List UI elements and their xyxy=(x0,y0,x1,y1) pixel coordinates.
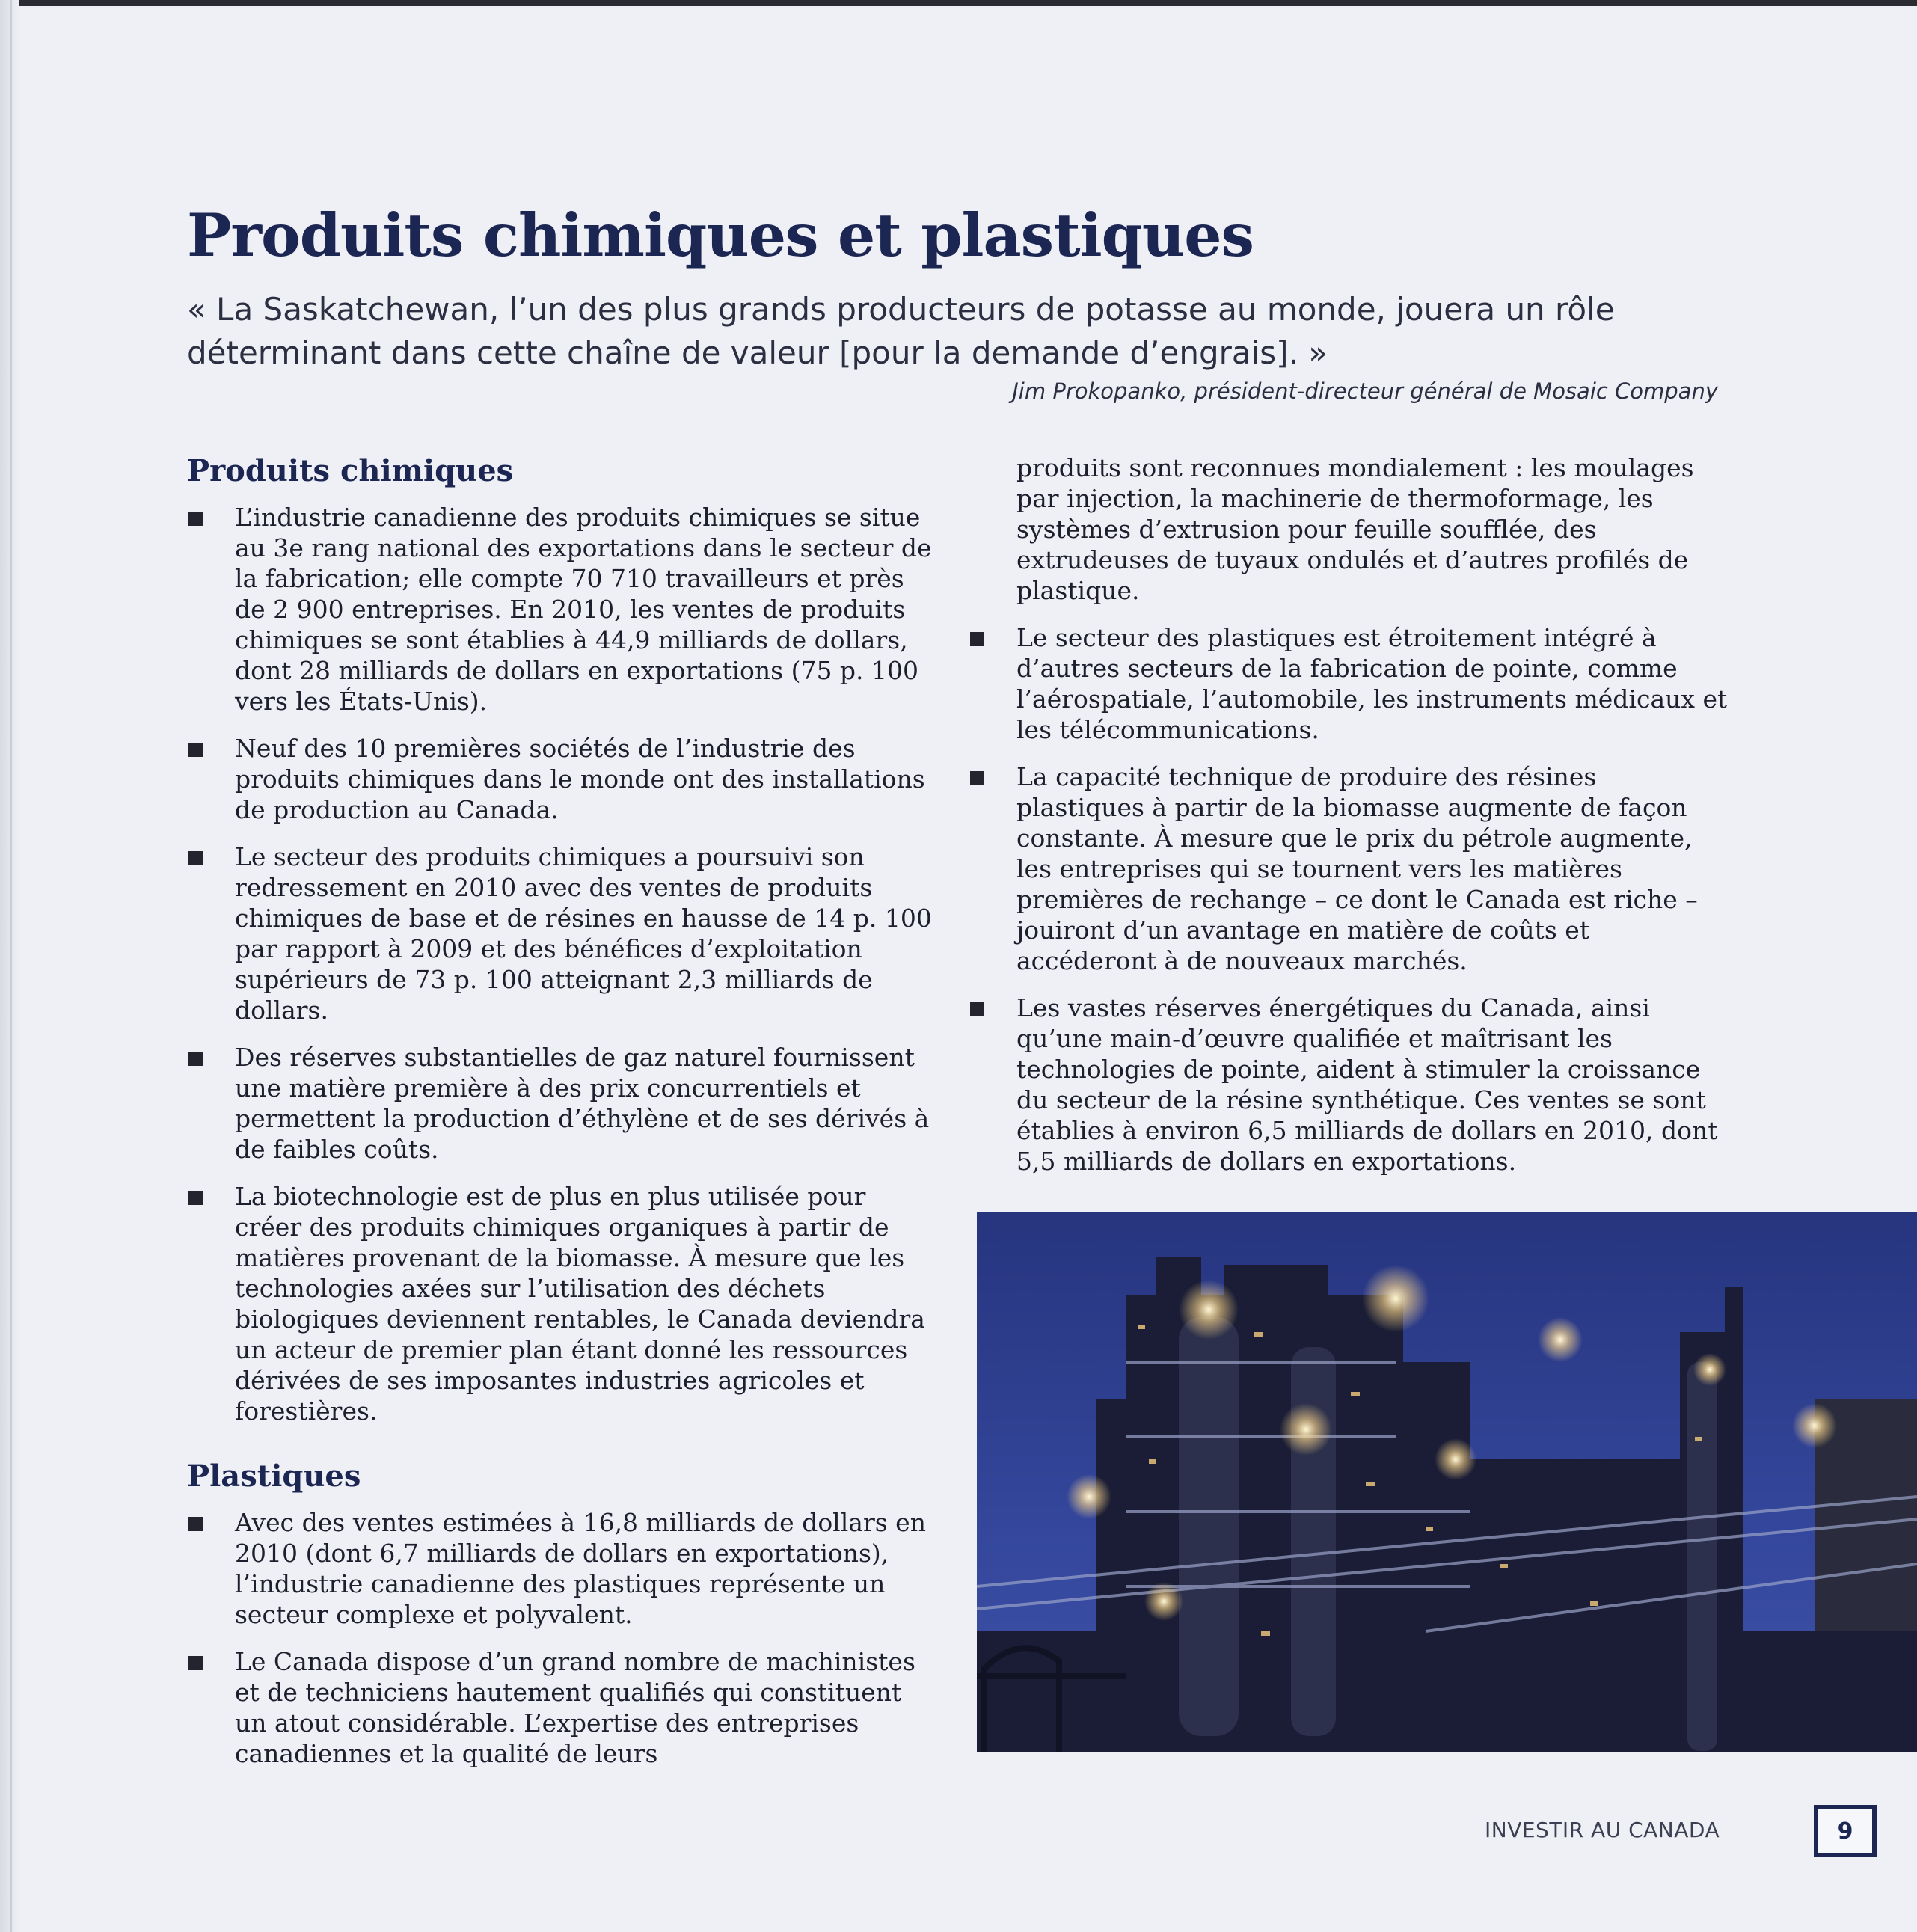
square-bullet-icon xyxy=(188,1191,203,1205)
footer-label: INVESTIR AU CANADA xyxy=(1485,1818,1720,1842)
bullet-text: Le Canada dispose d’un grand nombre de machinistes et de techniciens hautement qualifiés qui constituent un atout considérable. L’expertise des entreprises canadiennes et la qualité de leurs xyxy=(235,1647,915,1768)
left-column xyxy=(187,453,935,1785)
chemicals-bullet-list xyxy=(187,502,935,1426)
square-bullet-icon xyxy=(970,771,984,785)
square-bullet-icon xyxy=(188,743,203,757)
pull-quote: « La Saskatchewan, l’un des plus grands producteurs de potasse au monde, jouera un rôle déterminant dans cette chaîne de valeur [pour la demande d’engrais]. » xyxy=(187,291,1615,371)
bullet-text: La biotechnologie est de plus en plus utilisée pour créer des produits chimiques organiques à partir de matières provenant de la biomasse. À mesure que les technologies axées sur l’utilisation des déchets biologiques deviennent rentables, le Canada deviendra un acteur de premier plan étant donné les ressources dérivées de ses imposantes industries agricoles et forestières. xyxy=(235,1182,925,1426)
square-bullet-icon xyxy=(188,1656,203,1670)
chemical-plant-photo xyxy=(977,1212,1917,1752)
bullet-text: Avec des ventes estimées à 16,8 milliards de dollars en 2010 (dont 6,7 milliards de dollars en exportations), l’industrie canadienne des plastiques représente un secteur complexe et polyvalent. xyxy=(235,1508,926,1629)
list-item xyxy=(187,1646,935,1769)
square-bullet-icon xyxy=(188,512,203,526)
square-bullet-icon xyxy=(970,632,984,646)
page-spine-shadow xyxy=(0,0,19,1932)
list-item xyxy=(187,841,935,1025)
plastics-bullet-list xyxy=(187,1507,935,1769)
page-number-box xyxy=(1814,1805,1877,1857)
bullet-text: Neuf des 10 premières sociétés de l’industrie des produits chimiques dans le monde ont des installations de production au Canada. xyxy=(235,734,925,824)
page-top-edge xyxy=(0,0,1917,6)
plastics-bullet-list-continued xyxy=(969,622,1732,1177)
section-spacer xyxy=(187,1443,935,1458)
bullet-text: Des réserves substantielles de gaz naturel fournissent une matière première à des prix concurrentiels et permettent la production d’éthylène et de ses dérivés à de faibles coûts. xyxy=(235,1043,930,1164)
list-item xyxy=(187,1507,935,1630)
list-item xyxy=(969,761,1732,976)
bullet-text: Le secteur des produits chimiques a poursuivi son redressement en 2010 avec des ventes de produits chimiques de base et de résines en hausse de 14 p. 100 par rapport à 2009 et des bénéfices d’exploitation supérieurs de 73 p. 100 atteignant 2,3 milliards de dollars. xyxy=(235,842,932,1025)
page-fold-line xyxy=(10,0,12,1932)
list-item xyxy=(969,622,1732,745)
page-number: 9 xyxy=(1837,1818,1853,1844)
bullet-continuation-text: produits sont reconnues mondialement : les moulages par injection, la machinerie de thermoformage, les systèmes d’extrusion pour feuille soufflée, des extrudeuses de tuyaux ondulés et d’autres profilés de plastique. xyxy=(1016,453,1694,605)
section-heading-plastics: Plastiques xyxy=(187,1459,361,1494)
list-item xyxy=(187,1181,935,1426)
list-item xyxy=(969,993,1732,1177)
list-item xyxy=(187,733,935,825)
bullet-text: La capacité technique de produire des résines plastiques à partir de la biomasse augmente de façon constante. À mesure que le prix du pétrole augmente, les entreprises qui se tournent vers les matières premières de rechange – ce dont le Canada est riche – jouiront d’un avantage en matière de coûts et accéderont à de nouveaux marchés. xyxy=(1016,762,1698,975)
list-item xyxy=(187,502,935,717)
right-column xyxy=(969,453,1732,1193)
section-heading-chemicals: Produits chimiques xyxy=(187,453,514,488)
square-bullet-icon xyxy=(188,1517,203,1531)
square-bullet-icon xyxy=(188,851,203,865)
page-title: Produits chimiques et plastiques xyxy=(187,200,1254,270)
square-bullet-icon xyxy=(970,1002,984,1016)
bullet-text: Le secteur des plastiques est étroitement intégré à d’autres secteurs de la fabrication de pointe, comme l’aérospatiale, l’automobile, les instruments médicaux et les télécommunications. xyxy=(1016,623,1728,744)
bullet-text: L’industrie canadienne des produits chimiques se situe au 3e rang national des exportations dans le secteur de la fabrication; elle compte 70 710 travailleurs et près de 2 900 entreprises. En 2010, les ventes de produits chimiques se sont établies à 44,9 milliards de dollars, dont 28 milliards de dollars en exportations (75 p. 100 vers les États-Unis). xyxy=(235,503,932,716)
square-bullet-icon xyxy=(188,1052,203,1066)
bullet-text: Les vastes réserves énergétiques du Canada, ainsi qu’une main-d’œuvre qualifiée et maîtrisant les technologies de pointe, aident à stimuler la croissance du secteur de la résine synthétique. Ces ventes se sont établies à environ 6,5 milliards de dollars en 2010, dont 5,5 milliards de dollars en exportations. xyxy=(1016,993,1718,1176)
quote-attribution: Jim Prokopanko, président-directeur général de Mosaic Company xyxy=(1012,378,1718,404)
list-item xyxy=(187,1042,935,1165)
